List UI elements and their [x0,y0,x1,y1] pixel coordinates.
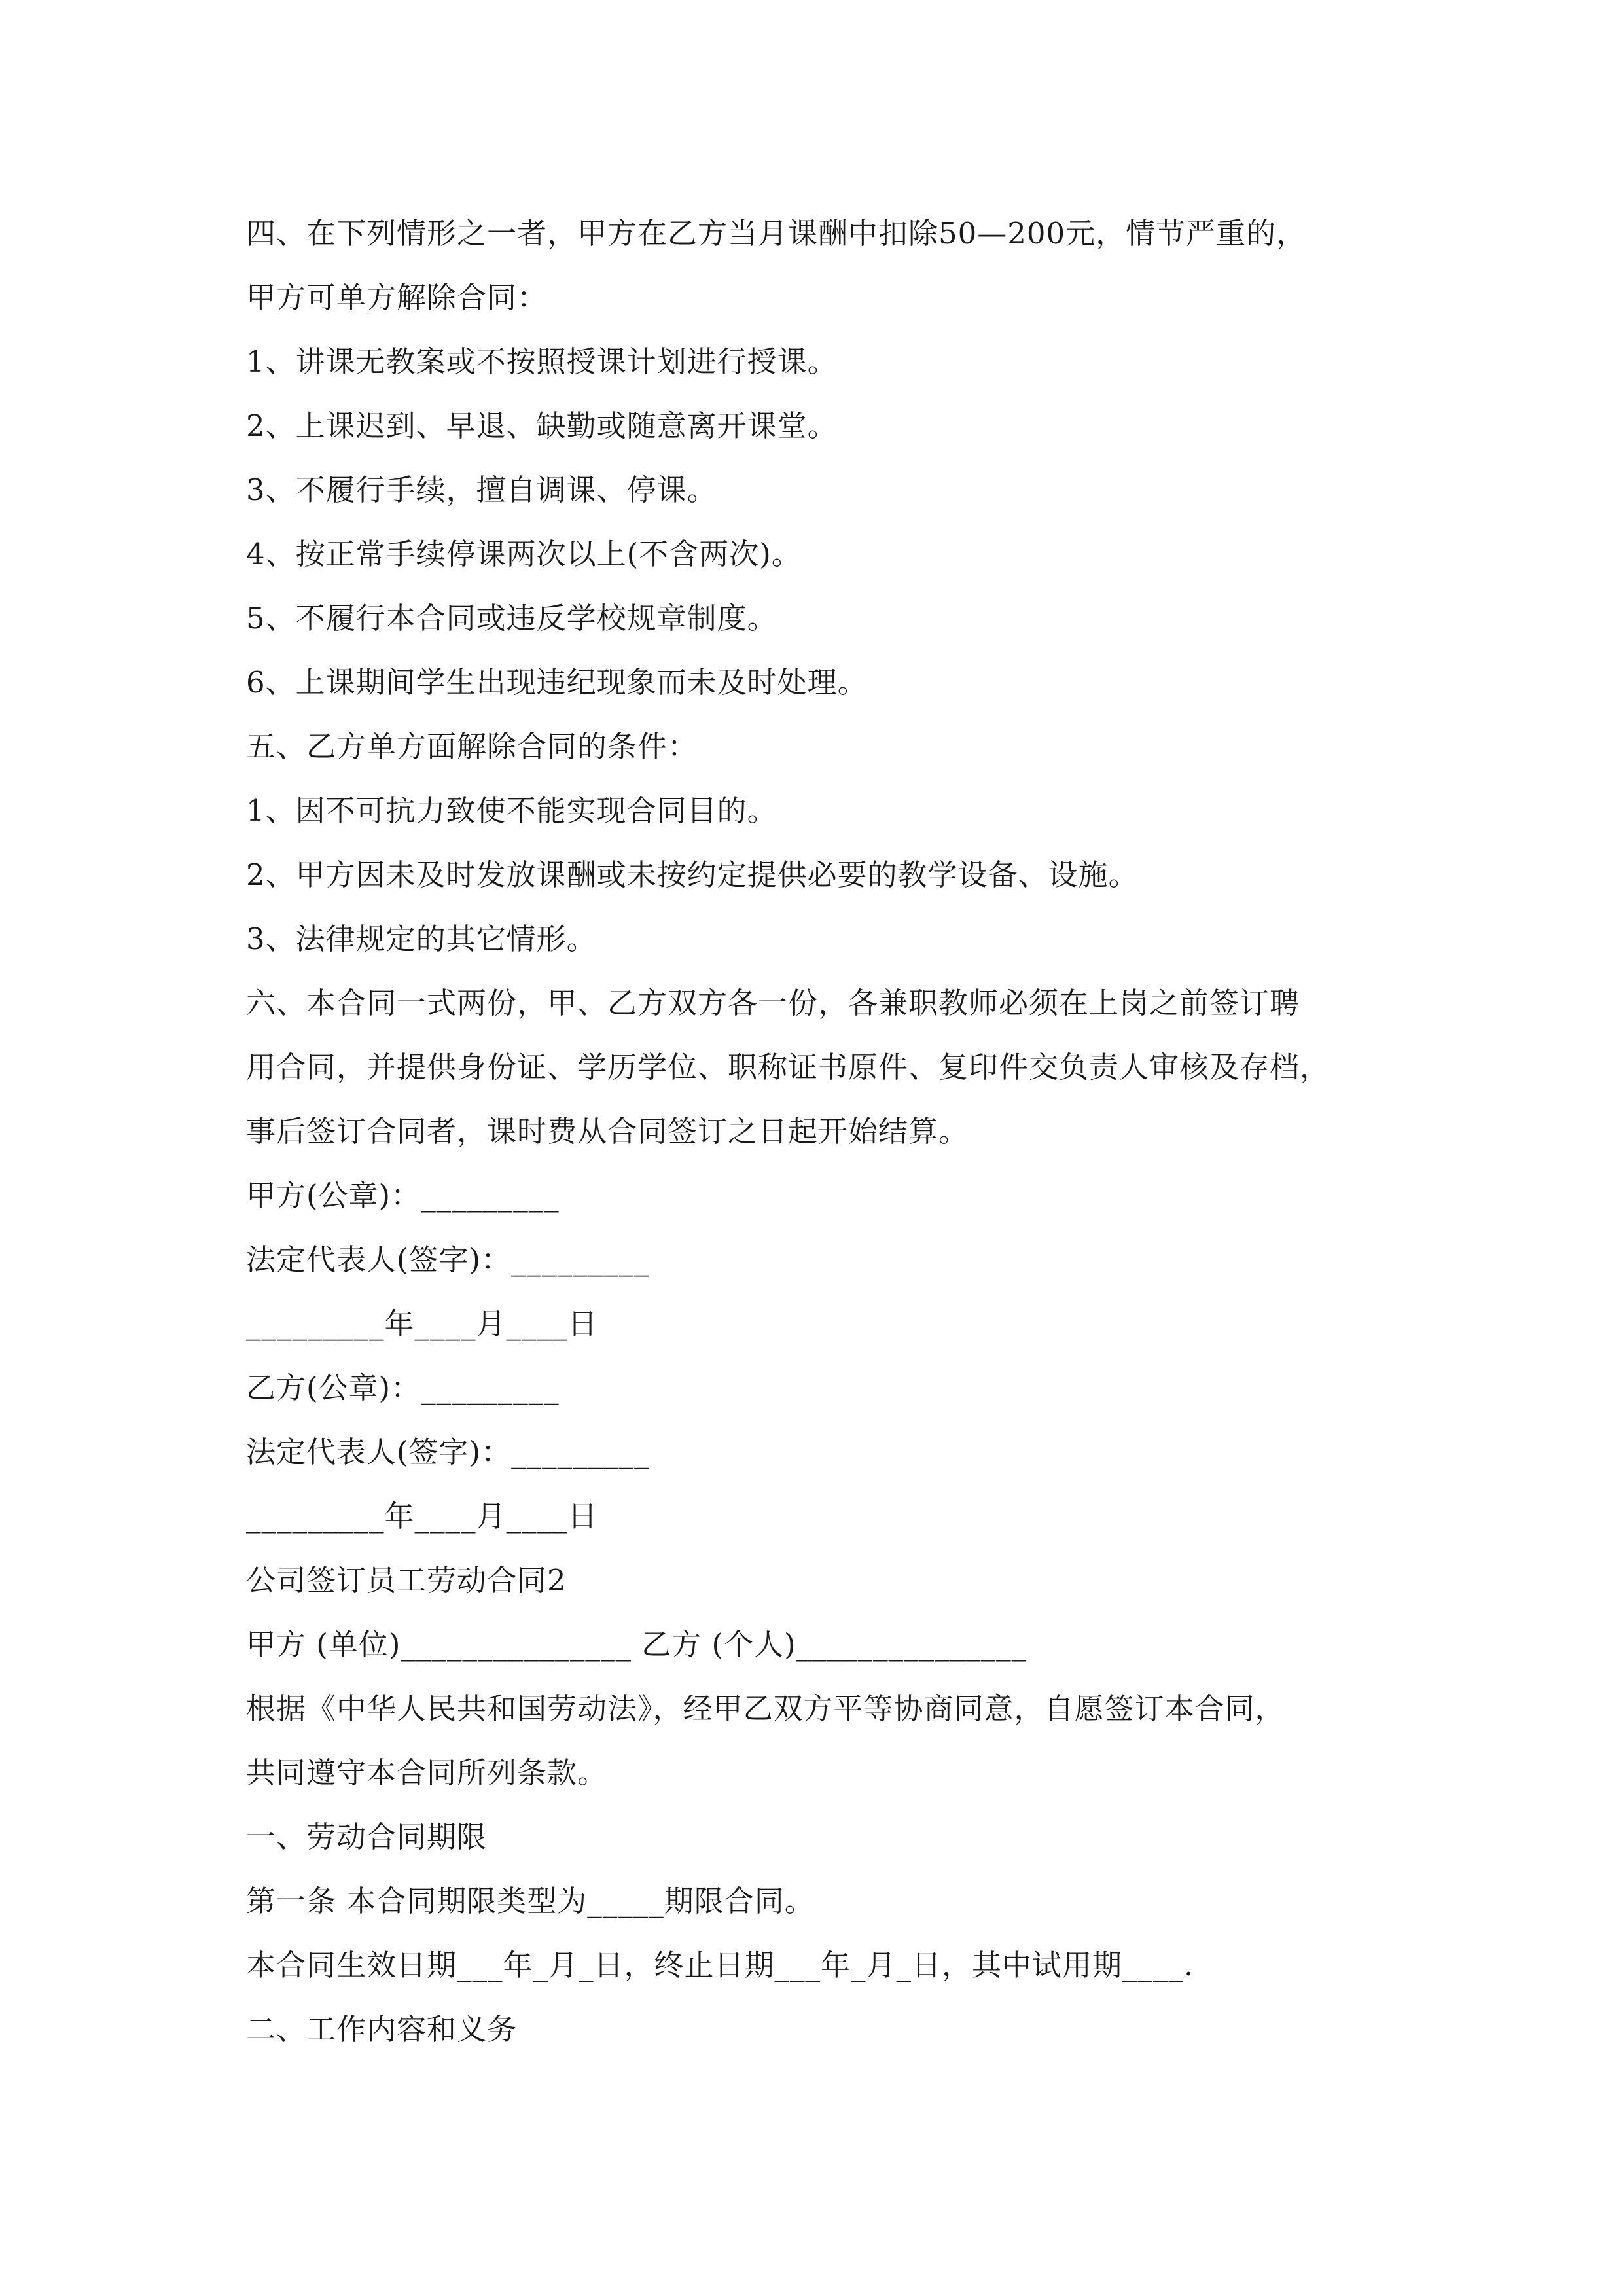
party-b-representative-line: 法定代表人(签字)：_________ [246,1435,650,1469]
contract-2-title: 公司签订员工劳动合同2 [246,1563,567,1598]
party-a-seal-line: 甲方(公章)：_________ [246,1178,560,1213]
document-body [246,202,1398,2062]
party-a-date-line: _________年____月____日 [246,1306,598,1341]
contract-2-term-dates-line: 本合同生效日期___年_月_日，终止日期___年_月_日，其中试用期____. [246,1948,1194,1982]
clause-4-item-2: 2、上课迟到、早退、缺勤或随意离开课堂。 [246,408,838,443]
clause-4-item-5: 5、不履行本合同或违反学校规章制度。 [246,601,777,636]
clause-4-item-4: 4、按正常手续停课两次以上(不含两次)。 [246,537,802,571]
contract-2-parties-line: 甲方 (单位)_______________ 乙方 (个人)_______________ [246,1627,1027,1662]
clause-6-line-1: 六、本合同一式两份，甲、乙方双方各一份，各兼职教师必须在上岗之前签订聘 [246,986,1300,1020]
clause-5-heading: 五、乙方单方面解除合同的条件： [246,729,698,764]
clause-5-item-2: 2、甲方因未及时发放课酬或未按约定提供必要的教学设备、设施。 [246,857,1139,892]
clause-6-line-2: 用合同，并提供身份证、学历学位、职称证书原件、复印件交负责人审核及存档， [246,1050,1330,1085]
clause-4-heading-line-1: 四、在下列情形之一者，甲方在乙方当月课酬中扣除50—200元，情节严重的， [246,216,1307,251]
clause-6-line-3: 事后签订合同者，课时费从合同签订之日起开始结算。 [246,1114,969,1149]
contract-2-preamble-line-2: 共同遵守本合同所列条款。 [246,1755,608,1790]
clause-4-item-6: 6、上课期间学生出现违纪现象而未及时处理。 [246,665,868,700]
contract-2-section-2-heading: 二、工作内容和义务 [246,2012,518,2047]
clause-5-item-3: 3、法律规定的其它情形。 [246,922,597,956]
party-a-representative-line: 法定代表人(签字)：_________ [246,1242,650,1277]
party-b-date-line: _________年____月____日 [246,1499,598,1534]
contract-2-section-1-heading: 一、劳动合同期限 [246,1820,488,1854]
contract-2-article-1: 第一条 本合同期限类型为_____期限合同。 [246,1884,815,1918]
party-b-seal-line: 乙方(公章)：_________ [246,1371,560,1405]
clause-4-item-3: 3、不履行手续，擅自调课、停课。 [246,473,717,507]
clause-4-heading-line-2: 甲方可单方解除合同： [246,280,548,315]
contract-2-preamble-line-1: 根据《中华人民共和国劳动法》，经甲乙双方平等协商同意，自愿签订本合同， [246,1691,1285,1726]
clause-4-item-1: 1、讲课无教案或不按照授课计划进行授课。 [246,344,838,379]
clause-5-item-1: 1、因不可抗力致使不能实现合同目的。 [246,793,777,828]
